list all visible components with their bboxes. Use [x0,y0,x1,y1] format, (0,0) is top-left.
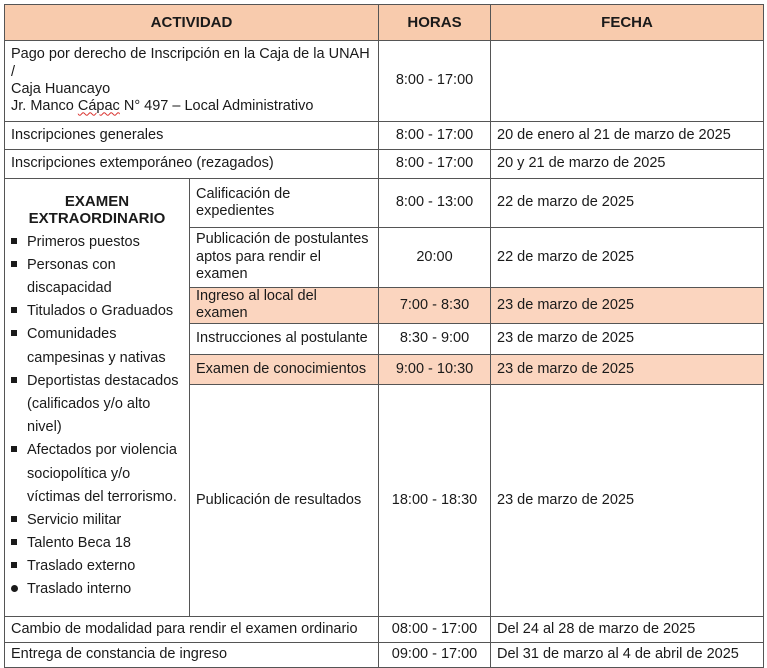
step-hours: 18:00 - 18:30 [379,384,491,616]
category-label: Titulados o Graduados [27,303,174,320]
step-hours: 9:00 - 10:30 [379,354,491,384]
step-date: 23 de marzo de 2025 [491,288,764,324]
round-bullet-icon [11,585,18,592]
exam-title-line2: EXTRAORDINARIO [28,210,166,228]
category-label: Primeros puestos [27,233,140,250]
category-list [11,231,183,602]
square-bullet-icon [11,539,17,545]
square-bullet-icon [11,516,17,522]
step-hours: 8:00 - 13:00 [379,179,491,228]
step-date: 22 de marzo de 2025 [491,228,764,288]
category-label: Traslado interno [27,581,132,598]
certificate-activity: Entrega de constancia de ingreso [5,642,379,667]
category-label: Personas con discapacidad [27,256,116,297]
category-item [11,370,183,440]
payment-hours: 8:00 - 17:00 [379,41,491,122]
step-activity: Calificación de expedientes [190,179,379,228]
category-item [11,231,183,254]
row-late [5,150,764,179]
category-item [11,254,183,300]
square-bullet-icon [11,330,17,336]
square-bullet-icon [11,562,17,568]
step-activity: Publicación de postulantes aptos para rendir el examen [190,228,379,288]
category-item [11,509,183,532]
payment-line3-prefix: Jr. Manco [11,98,78,115]
square-bullet-icon [11,238,17,244]
step-date: 23 de marzo de 2025 [491,323,764,354]
header-date: FECHA [491,5,764,41]
payment-line3 [11,98,372,115]
payment-date [491,41,764,122]
late-activity: Inscripciones extemporáneo (rezagados) [5,150,379,179]
general-hours: 8:00 - 17:00 [379,122,491,150]
step-activity: Publicación de resultados [190,384,379,616]
step-activity: Instrucciones al postulante [190,323,379,354]
exam-title-line1: EXAMEN [64,193,130,211]
schedule-table [4,4,764,668]
row-payment [5,41,764,122]
square-bullet-icon [11,446,17,452]
change-date: Del 24 al 28 de marzo de 2025 [491,616,764,642]
step-date: 23 de marzo de 2025 [491,384,764,616]
payment-line3-underlined: Cápac [77,98,120,115]
category-item [11,532,183,555]
certificate-hours: 09:00 - 17:00 [379,642,491,667]
payment-line3-suffix: N° 497 – Local Administrativo [119,98,314,115]
payment-activity [5,41,379,122]
category-item [11,323,183,369]
category-label: Talento Beca 18 [27,535,131,552]
step-activity: Examen de conocimientos [190,354,379,384]
category-item [11,300,183,323]
category-item [11,555,183,578]
exam-categories-cell [5,179,190,617]
row-change-modality [5,616,764,642]
square-bullet-icon [11,261,17,267]
general-date: 20 de enero al 21 de marzo de 2025 [491,122,764,150]
change-hours: 08:00 - 17:00 [379,616,491,642]
header-hours: HORAS [379,5,491,41]
step-hours: 20:00 [379,228,491,288]
category-label: Deportistas destacados (calificados y/o alto nivel) [27,372,179,436]
late-hours: 8:00 - 17:00 [379,150,491,179]
step-date: 22 de marzo de 2025 [491,179,764,228]
category-label: Comunidades campesinas y nativas [27,326,166,366]
category-label: Servicio militar [27,511,122,528]
category-label: Traslado externo [27,558,136,575]
exam-step-row [5,179,764,228]
payment-line2: Caja Huancayo [11,81,111,97]
category-label: Afectados por violencia sociopolítica y/o víctimas del terrorismo. [27,442,177,505]
late-date: 20 y 21 de marzo de 2025 [491,150,764,179]
payment-line1: Pago por derecho de Inscripción en la Caja de la UNAH / [11,46,370,80]
row-general [5,122,764,150]
general-activity: Inscripciones generales [5,122,379,150]
header-activity: ACTIVIDAD [5,5,379,41]
header-row [5,5,764,41]
step-date: 23 de marzo de 2025 [491,354,764,384]
category-item [11,439,183,509]
category-item [11,578,183,601]
row-certificate [5,642,764,667]
certificate-date: Del 31 de marzo al 4 de abril de 2025 [491,642,764,667]
step-hours: 7:00 - 8:30 [379,288,491,324]
exam-title [11,193,183,228]
change-activity: Cambio de modalidad para rendir el examen ordinario [5,616,379,642]
square-bullet-icon [11,307,17,313]
step-hours: 8:30 - 9:00 [379,323,491,354]
step-activity: Ingreso al local del examen [190,288,379,324]
square-bullet-icon [11,377,17,383]
